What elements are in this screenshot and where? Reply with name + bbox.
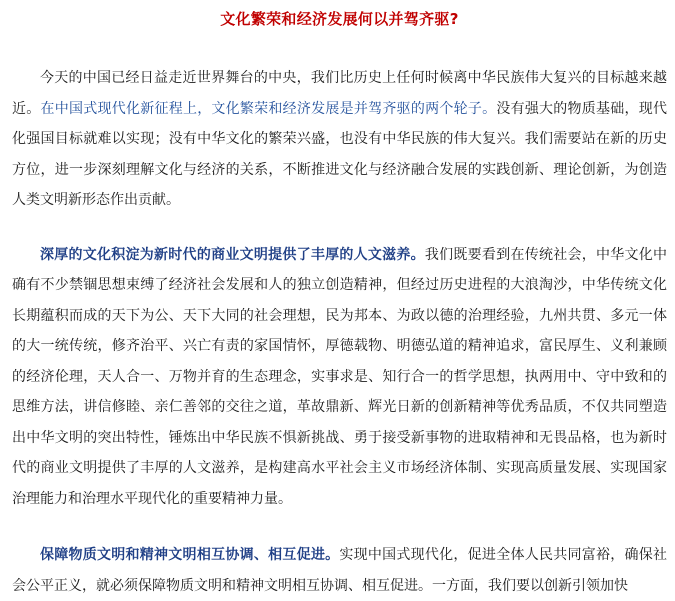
cultural-heritage-body: 我们既要看到在传统社会，中华文化中确有不少禁锢思想束缚了经济社会发展和人的独立创造精神，但经过历史进程的大浪淘沙，中华传统文化长期蕴积而成的天下为公、天下大同的社会理想，民为邦本、为政以德的治理经验，九州共贯、多元一体的大一统传统，修齐治平、兴亡有责的家国情怀，厚德载物、明德弘道的精神追求，富民厚生、义利兼顾的经济伦理，天人合一、万物并育的生态理念，实事求是、知行合一的哲学思想，执两用中、守中致和的思维方法，讲信修睦、亲仁善邻的交往之道，革故鼎新、辉光日新的创新精神等优秀品质，不仅共同塑造出中华文明的突出特性，锤炼出中华民族不惧新挑战、勇于接受新事物的进取精神和无畏品格，也为新时代的商业文明提供了丰厚的人文滋养，是构建高水平社会主义市场经济体制、实现高质量发展、实现国家治理能力和治理水平现代化的重要精神力量。 [12, 246, 667, 507]
intro-text-1: 今天的中国已经日益走近世界舞台的中央，我们比历史上任何时候离中华民族伟大复兴的目标越来越近。 [12, 70, 667, 117]
section-lead-material-spiritual: 保障物质文明和精神文明相互协调、相互促进。 [40, 547, 340, 563]
intro-text-2: 没有强大的物质基础，现代化强国目标就难以实现；没有中华文化的繁荣兴盛，也没有中华民族的伟大复兴。我们需要站在新的历史方位，进一步深刻理解文化与经济的关系，不断推进文化与经济融合发展的实践创新、理论创新，为创造人类文明新形态作出贡献。 [12, 100, 668, 208]
paragraph-intro [12, 63, 667, 216]
intro-highlight: 在中国式现代化新征程上，文化繁荣和经济发展是并驾齐驱的两个轮子。 [40, 100, 497, 117]
article [12, 0, 667, 601]
material-spiritual-body: 实现中国式现代化，促进全体人民共同富裕，确保社会公平正义，就必须保障物质文明和精神文明相互协调、相互促进。一方面，我们要以创新引领加快 [12, 547, 668, 594]
article-title: 文化繁荣和经济发展何以并驾齐驱? [220, 10, 459, 28]
paragraph-material-spiritual [12, 540, 667, 601]
section-lead-cultural-heritage: 深厚的文化积淀为新时代的商业文明提供了丰厚的人文滋养。 [40, 246, 425, 263]
paragraph-cultural-heritage [12, 240, 667, 515]
